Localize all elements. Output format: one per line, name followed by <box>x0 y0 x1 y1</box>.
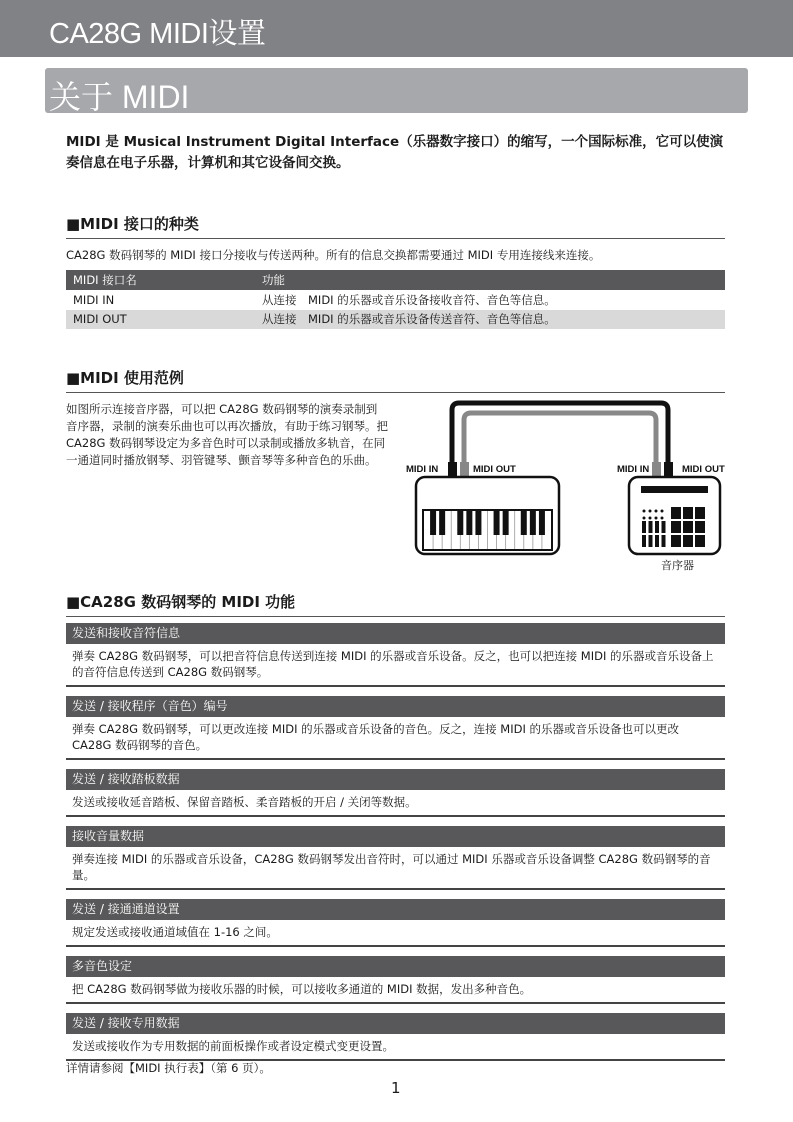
black-key <box>521 511 527 535</box>
black-key <box>494 511 500 535</box>
page-title: CA28G MIDI设置 <box>49 18 266 50</box>
function-title: 多音色设定 <box>66 956 725 977</box>
plug <box>448 462 457 476</box>
black-key <box>475 511 481 535</box>
seq-midi-in-label: MIDI IN <box>617 464 650 475</box>
functions-heading: ■CA28G 数码钢琴的 MIDI 功能 <box>66 591 725 617</box>
black-key <box>539 511 545 535</box>
table-row <box>66 290 725 310</box>
port-name: MIDI OUT <box>66 310 255 330</box>
plug <box>652 462 661 476</box>
port-name: MIDI IN <box>73 292 115 307</box>
function-title: 发送 / 接收程序（音色）编号 <box>66 696 725 717</box>
function-text: 发送或接收延音踏板、保留音踏板、柔音踏板的开启 / 关闭等数据。 <box>66 790 725 817</box>
sequencer-icon <box>629 477 720 554</box>
piano-midi-in-label: MIDI IN <box>406 464 439 475</box>
port-function: 从连接 MIDI 的乐器或音乐设备接收音符、音色等信息。 <box>262 292 556 307</box>
plug <box>664 462 673 476</box>
table-row <box>66 310 725 330</box>
black-key <box>503 511 509 535</box>
function-text: 发送或接收作为专用数据的前面板操作或者设定模式变更设置。 <box>66 1034 725 1061</box>
ports-description: CA28G 数码钢琴的 MIDI 接口分接收与传送两种。所有的信息交换都需要通过 MIDI 专用连接线来连接。 <box>66 248 601 262</box>
intro-text: MIDI 是 Musical Instrument Digital Interface（乐器数字接口）的缩写，一个国际标准，它可以使演奏信息在电子乐器，计算机和其它设备间交换。 <box>66 134 724 171</box>
cable-gray <box>464 413 656 470</box>
sequencer-label: 音序器 <box>661 559 694 572</box>
function-text: 把 CA28G 数码钢琴做为接收乐器的时候，可以接收多通道的 MIDI 数据，发出多种音色。 <box>66 977 725 1004</box>
function-title: 发送 / 接收踏板数据 <box>66 769 725 790</box>
seq-midi-out-label: MIDI OUT <box>682 464 725 475</box>
function-title: 发送 / 接收专用数据 <box>66 1013 725 1034</box>
usage-text: 如图所示连接音序器，可以把 CA28G 数码钢琴的演奏录制到音序器，录制的演奏乐曲也可以再次播放，有助于练习钢琴。把 CA28G 数码钢琴设定为多音色时可以录制或播放多轨音，在同一通道同时播放钢琴、羽管键琴、颤音琴等多种音色的乐曲。 <box>66 402 388 467</box>
section-title: 关于 MIDI <box>49 79 190 115</box>
ports-heading: ■MIDI 接口的种类 <box>66 213 725 239</box>
page-number: 1 <box>391 1079 401 1097</box>
section-title-box <box>45 68 748 113</box>
column-header: 功能 <box>255 270 725 290</box>
function-text: 弹奏连接 MIDI 的乐器或音乐设备，CA28G 数码钢琴发出音符时，可以通过 MIDI 乐器或音乐设备调整 CA28G 数码钢琴的音量。 <box>66 847 725 890</box>
function-title: 发送 / 接通通道设置 <box>66 899 725 920</box>
function-text: 规定发送或接收通道域值在 1-16 之间。 <box>66 920 725 947</box>
port-function: 从连接 MIDI 的乐器或音乐设备传送音符、音色等信息。 <box>255 310 725 330</box>
footnote: 详情请参阅【MIDI 执行表】（第 6 页）。 <box>66 1061 271 1075</box>
piano-icon <box>416 477 559 554</box>
usage-heading: ■MIDI 使用范例 <box>66 367 725 393</box>
function-title: 发送和接收音符信息 <box>66 623 725 644</box>
ports-table <box>66 270 725 329</box>
page-header-band <box>0 0 793 57</box>
black-key <box>430 511 436 535</box>
black-key <box>457 511 463 535</box>
column-header: MIDI 接口名 <box>66 270 255 290</box>
functions-list <box>66 623 725 1070</box>
function-title: 接收音量数据 <box>66 826 725 847</box>
midi-connection-diagram <box>400 395 730 575</box>
black-key <box>466 511 472 535</box>
black-key <box>530 511 536 535</box>
function-text: 弹奏 CA28G 数码钢琴，可以把音符信息传送到连接 MIDI 的乐器或音乐设备。反之，也可以把连接 MIDI 的乐器或音乐设备上的音符信息传送到 CA28G 数码钢琴。 <box>66 644 725 687</box>
piano-midi-out-label: MIDI OUT <box>473 464 516 475</box>
function-text: 弹奏 CA28G 数码钢琴，可以更改连接 MIDI 的乐器或音乐设备的音色。反之，连接 MIDI 的乐器或音乐设备也可以更改 CA28G 数码钢琴的音色。 <box>66 717 725 760</box>
black-key <box>439 511 445 535</box>
plug <box>460 462 469 476</box>
